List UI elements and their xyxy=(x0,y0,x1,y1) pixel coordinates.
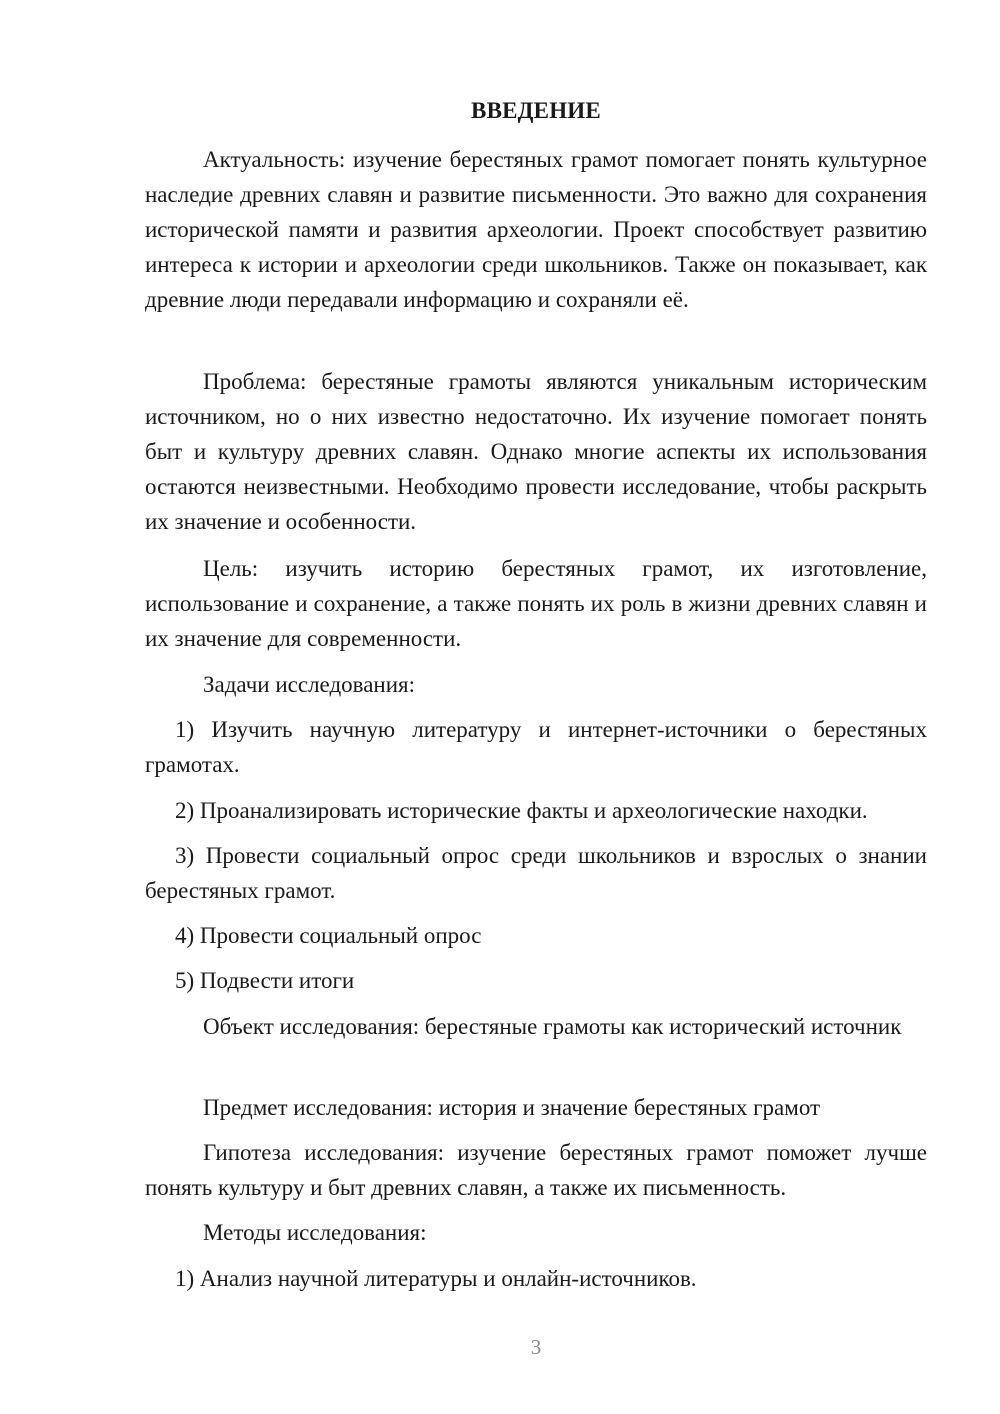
goal-paragraph: Цель: изучить историю берестяных грамот, их изготовление, использование и сохранение, а также понять их роль в жизни древних славян и их значение для современности. xyxy=(145,556,927,651)
relevance-paragraph: Актуальность: изучение берестяных грамот помогает понять культурное наследие древних славян и развитие письменности. Это важно для сохранения исторической памяти и развития археологии. Проект способствует развитию интереса к истории и археологии среди школьников. Также он показывает, как древние люди передавали информацию и сохраняли её. xyxy=(145,147,927,312)
task-item-4: 4) Провести социальный опрос xyxy=(175,923,482,948)
task-item-5: 5) Подвести итоги xyxy=(175,968,355,993)
task-item-1: 1) Изучить научную литературу и интернет-источники о берестяных грамотах. xyxy=(145,717,927,777)
task-item-3: 3) Провести социальный опрос среди школьников и взрослых о знании берестяных грамот. xyxy=(145,843,927,903)
page-number: 3 xyxy=(530,1335,542,1359)
method-item-1: 1) Анализ научной литературы и онлайн-источников. xyxy=(175,1266,697,1291)
hypothesis-paragraph: Гипотеза исследования: изучение берестяных грамот поможет лучше понять культуру и быт древних славян, а также их письменность. xyxy=(145,1140,927,1200)
subject-paragraph: Предмет исследования: история и значение берестяных грамот xyxy=(203,1095,821,1120)
section-title: ВВЕДЕНИЕ xyxy=(471,98,601,123)
object-paragraph: Объект исследования: берестяные грамоты как исторический источник xyxy=(203,1014,902,1039)
problem-paragraph: Проблема: берестяные грамоты являются уникальным историческим источником, но о них известно недостаточно. Их изучение помогает понять быт и культуру древних славян. Однако многие аспекты их использования остаются неизвестными. Необходимо провести исследование, чтобы раскрыть их значение и особенности. xyxy=(145,369,927,534)
methods-heading: Методы исследования: xyxy=(203,1220,427,1245)
task-item-2: 2) Проанализировать исторические факты и археологические находки. xyxy=(175,798,868,823)
tasks-heading: Задачи исследования: xyxy=(203,672,416,697)
